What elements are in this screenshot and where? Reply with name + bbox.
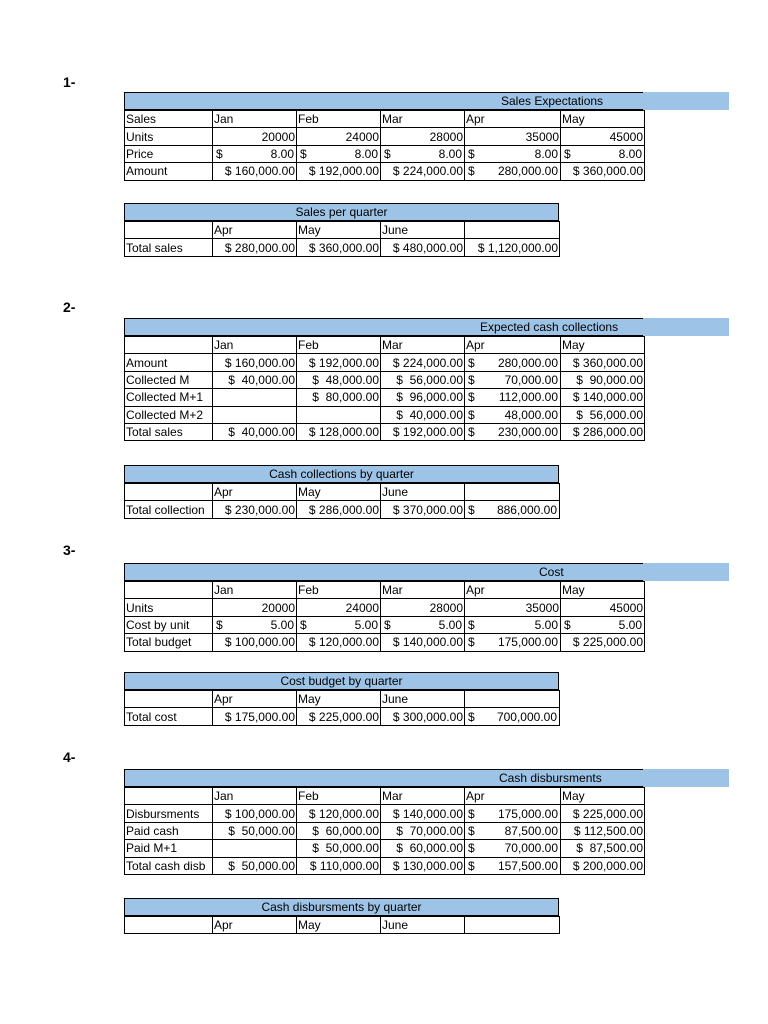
quarter-column-header: Apr xyxy=(213,917,297,934)
cell-value: 280,000.00 xyxy=(497,164,558,179)
table-row xyxy=(125,354,645,371)
table-cell: $ 70,000.00 xyxy=(381,822,465,839)
quarter-column-header: Apr xyxy=(213,691,297,708)
cash-collections-quarter-header xyxy=(124,465,559,483)
table-cell: $ 224,000.00 xyxy=(381,354,465,371)
cell-value: 157,500.00 xyxy=(497,858,558,873)
expected-cash-collections-table xyxy=(124,336,645,441)
table-cell: $ 50,000.00 xyxy=(297,840,381,857)
corner-cell xyxy=(125,917,213,934)
cell-value: 48,000.00 xyxy=(504,407,558,422)
cell-value: 700,000.00 xyxy=(496,709,557,724)
cost-header xyxy=(124,563,644,581)
cell-value: 8.00 xyxy=(354,146,378,161)
section-2-label: 2- xyxy=(63,299,76,315)
cell-value: 280,000.00 xyxy=(497,355,558,370)
table-cell: $ 40,000.00 xyxy=(381,406,465,423)
currency-symbol: $ xyxy=(468,146,475,161)
currency-symbol: $ xyxy=(300,617,307,632)
column-header: Mar xyxy=(381,582,465,599)
table-cell: $ 360,000.00 xyxy=(561,163,645,180)
currency-symbol: $ xyxy=(564,146,571,161)
table-row xyxy=(125,822,645,839)
sales-per-quarter-block xyxy=(124,203,560,257)
table-cell: $ 56,000.00 xyxy=(561,406,645,423)
table-cell xyxy=(213,389,297,406)
table-cell xyxy=(381,145,465,162)
currency-symbol: $ xyxy=(384,146,391,161)
table-cell xyxy=(465,805,561,822)
table-cell: $ 225,000.00 xyxy=(561,634,645,651)
table-row xyxy=(125,805,645,822)
table-cell: $ 160,000.00 xyxy=(213,163,297,180)
table-cell xyxy=(561,145,645,162)
column-header: Feb xyxy=(297,337,381,354)
table-cell: $ 40,000.00 xyxy=(213,371,297,388)
header-overflow-fill xyxy=(643,769,729,787)
table-row xyxy=(125,840,645,857)
table-cell: $ 200,000.00 xyxy=(561,857,645,874)
table-cell: $ 110,000.00 xyxy=(297,857,381,874)
table-header-row xyxy=(125,788,645,805)
cell-value: 5.00 xyxy=(270,617,294,632)
table-row xyxy=(125,128,645,145)
table-row xyxy=(125,616,645,633)
cash-disbursments-quarter-block xyxy=(124,898,560,934)
column-header: Jan xyxy=(213,582,297,599)
table-cell: 35000 xyxy=(465,128,561,145)
table-cell: $ 50,000.00 xyxy=(213,822,297,839)
table-cell: 45000 xyxy=(561,599,645,616)
currency-symbol: $ xyxy=(468,709,475,724)
table-cell xyxy=(465,840,561,857)
quarter-cell: $ 360,000.00 xyxy=(297,239,381,256)
row-label: Disbursments xyxy=(125,805,213,822)
currency-symbol: $ xyxy=(468,372,475,387)
cost-table xyxy=(124,581,645,652)
row-label: Collected M+1 xyxy=(125,389,213,406)
column-header: Apr xyxy=(465,582,561,599)
quarter-column-header xyxy=(465,222,560,239)
quarter-column-header: May xyxy=(297,484,381,501)
row-label: Units xyxy=(125,599,213,616)
table-cell: 24000 xyxy=(297,128,381,145)
currency-symbol: $ xyxy=(468,425,475,440)
table-cell: $ 60,000.00 xyxy=(297,822,381,839)
cell-value: 70,000.00 xyxy=(504,841,558,856)
table-row xyxy=(125,857,645,874)
table-cell xyxy=(465,406,561,423)
row-label: Amount xyxy=(125,354,213,371)
table-row xyxy=(125,371,645,388)
cash-disbursments-quarter-header xyxy=(124,898,559,916)
table-row xyxy=(125,145,645,162)
quarter-header-row xyxy=(125,484,560,501)
sales-expectations-table xyxy=(124,110,645,181)
quarter-cell: $ 286,000.00 xyxy=(297,501,381,518)
column-header: Mar xyxy=(381,111,465,128)
table-header-row xyxy=(125,111,645,128)
row-label: Total cost xyxy=(125,708,213,725)
row-label: Price xyxy=(125,145,213,162)
table-row xyxy=(125,163,645,180)
row-label: Paid cash xyxy=(125,822,213,839)
cell-value: 5.00 xyxy=(438,617,462,632)
corner-cell xyxy=(125,788,213,805)
row-label: Units xyxy=(125,128,213,145)
table-cell: $ 140,000.00 xyxy=(381,634,465,651)
quarter-header-row xyxy=(125,222,560,239)
cell-value: 5.00 xyxy=(534,617,558,632)
corner-cell xyxy=(125,691,213,708)
table-cell: $ 50,000.00 xyxy=(213,857,297,874)
row-label: Cost by unit xyxy=(125,616,213,633)
currency-symbol: $ xyxy=(300,146,307,161)
cell-value: 87,500.00 xyxy=(504,823,558,838)
quarter-cell: $ 370,000.00 xyxy=(381,501,465,518)
row-label: Total sales xyxy=(125,423,213,440)
column-header: Apr xyxy=(465,111,561,128)
quarter-column-header: June xyxy=(381,484,465,501)
cash-disbursments-title: Cash disbursments xyxy=(499,771,602,785)
column-header: Apr xyxy=(465,337,561,354)
expected-cash-collections-header xyxy=(124,318,644,336)
cash-collections-quarter-title: Cash collections by quarter xyxy=(269,467,414,481)
column-header: Feb xyxy=(297,582,381,599)
currency-symbol: $ xyxy=(564,617,571,632)
quarter-total-row xyxy=(125,501,560,518)
table-cell: 20000 xyxy=(213,128,297,145)
table-cell: 28000 xyxy=(381,128,465,145)
quarter-column-header: May xyxy=(297,222,381,239)
corner-cell xyxy=(125,582,213,599)
quarter-cell: $ 230,000.00 xyxy=(213,501,297,518)
table-cell: $ 120,000.00 xyxy=(297,805,381,822)
table-cell: $ 40,000.00 xyxy=(213,423,297,440)
cell-value: 8.00 xyxy=(270,146,294,161)
sales-per-quarter-title: Sales per quarter xyxy=(295,205,388,219)
table-cell: 35000 xyxy=(465,599,561,616)
table-cell: $ 100,000.00 xyxy=(213,634,297,651)
quarter-column-header: May xyxy=(297,917,381,934)
cost-quarter-block xyxy=(124,672,560,726)
table-cell: $ 286,000.00 xyxy=(561,423,645,440)
column-header: Jan xyxy=(213,337,297,354)
table-cell xyxy=(297,145,381,162)
row-label: Total budget xyxy=(125,634,213,651)
row-label: Amount xyxy=(125,163,213,180)
table-cell: $ 120,000.00 xyxy=(297,634,381,651)
quarter-column-header: Apr xyxy=(213,222,297,239)
table-cell: 45000 xyxy=(561,128,645,145)
currency-symbol: $ xyxy=(216,617,223,632)
table-cell: $ 56,000.00 xyxy=(381,371,465,388)
cost-block xyxy=(124,563,645,652)
table-cell xyxy=(465,423,561,440)
table-cell: $ 100,000.00 xyxy=(213,805,297,822)
currency-symbol: $ xyxy=(216,146,223,161)
table-cell: $ 90,000.00 xyxy=(561,371,645,388)
cash-collections-quarter-block xyxy=(124,465,560,519)
cell-value: 8.00 xyxy=(438,146,462,161)
currency-symbol: $ xyxy=(468,617,475,632)
cash-disbursments-header xyxy=(124,769,644,787)
cost-quarter-table xyxy=(124,690,560,726)
column-header: Mar xyxy=(381,337,465,354)
quarter-column-header xyxy=(465,917,560,934)
currency-symbol: $ xyxy=(468,841,475,856)
table-cell: $ 140,000.00 xyxy=(381,805,465,822)
table-cell: $ 192,000.00 xyxy=(381,423,465,440)
cell-value: 230,000.00 xyxy=(497,425,558,440)
cash-disbursments-block xyxy=(124,769,645,875)
sales-per-quarter-header xyxy=(124,203,559,221)
table-cell xyxy=(465,389,561,406)
table-cell xyxy=(465,163,561,180)
currency-symbol: $ xyxy=(468,502,475,517)
quarter-column-header xyxy=(465,691,560,708)
section-3-label: 3- xyxy=(63,542,76,558)
quarter-cell: $ 175,000.00 xyxy=(213,708,297,725)
table-row xyxy=(125,634,645,651)
cell-value: 175,000.00 xyxy=(497,806,558,821)
cash-disbursments-quarter-table xyxy=(124,916,560,934)
expected-cash-collections-title: Expected cash collections xyxy=(480,320,619,334)
row-label: Total cash disb xyxy=(125,857,213,874)
table-cell: $ 87,500.00 xyxy=(561,840,645,857)
currency-symbol: $ xyxy=(468,355,475,370)
currency-symbol: $ xyxy=(468,858,475,873)
cash-disbursments-table xyxy=(124,787,645,875)
table-cell: $ 80,000.00 xyxy=(297,389,381,406)
cell-value: 70,000.00 xyxy=(504,372,558,387)
row-label: Collected M xyxy=(125,371,213,388)
table-cell: $ 225,000.00 xyxy=(561,805,645,822)
quarter-total-row xyxy=(125,708,560,725)
table-cell xyxy=(561,616,645,633)
table-row xyxy=(125,389,645,406)
row-label: Paid M+1 xyxy=(125,840,213,857)
table-header-row xyxy=(125,582,645,599)
table-cell: $ 192,000.00 xyxy=(297,163,381,180)
table-row xyxy=(125,423,645,440)
quarter-cell: $ 280,000.00 xyxy=(213,239,297,256)
table-cell xyxy=(465,371,561,388)
quarter-cell: $ 480,000.00 xyxy=(381,239,465,256)
quarter-column-header: June xyxy=(381,917,465,934)
quarter-column-header xyxy=(465,484,560,501)
table-cell: 24000 xyxy=(297,599,381,616)
quarter-header-row xyxy=(125,917,560,934)
quarter-column-header: June xyxy=(381,222,465,239)
sales-per-quarter-table xyxy=(124,221,560,257)
table-cell: $ 60,000.00 xyxy=(381,840,465,857)
table-cell xyxy=(297,616,381,633)
currency-symbol: $ xyxy=(468,164,475,179)
table-cell: $ 360,000.00 xyxy=(561,354,645,371)
corner-cell: Sales xyxy=(125,111,213,128)
quarter-total-row xyxy=(125,239,560,256)
sales-expectations-header xyxy=(124,92,644,110)
corner-cell xyxy=(125,222,213,239)
table-cell: $ 130,000.00 xyxy=(381,857,465,874)
table-cell xyxy=(213,840,297,857)
table-cell: $ 140,000.00 xyxy=(561,389,645,406)
currency-symbol: $ xyxy=(468,806,475,821)
column-header: Mar xyxy=(381,788,465,805)
cell-value: 175,000.00 xyxy=(497,635,558,650)
cash-collections-quarter-table xyxy=(124,483,560,519)
table-cell xyxy=(465,822,561,839)
column-header: Apr xyxy=(465,788,561,805)
table-cell xyxy=(213,616,297,633)
expected-cash-collections-block xyxy=(124,318,645,441)
table-cell: 20000 xyxy=(213,599,297,616)
cell-value: 112,000.00 xyxy=(498,390,558,405)
column-header: May xyxy=(561,582,645,599)
table-cell: $ 128,000.00 xyxy=(297,423,381,440)
currency-symbol: $ xyxy=(468,635,475,650)
table-cell xyxy=(213,406,297,423)
corner-cell xyxy=(125,484,213,501)
column-header: Feb xyxy=(297,111,381,128)
cost-title: Cost xyxy=(539,565,564,579)
sales-expectations-title: Sales Expectations xyxy=(501,94,604,108)
table-cell: $ 96,000.00 xyxy=(381,389,465,406)
table-cell: $ 112,500.00 xyxy=(561,822,645,839)
table-cell: $ 224,000.00 xyxy=(381,163,465,180)
section-4-label: 4- xyxy=(63,749,76,765)
sales-expectations-block xyxy=(124,92,645,181)
table-cell: 28000 xyxy=(381,599,465,616)
currency-symbol: $ xyxy=(384,617,391,632)
cell-value: 8.00 xyxy=(534,146,558,161)
table-cell: $ 160,000.00 xyxy=(213,354,297,371)
section-1-label: 1- xyxy=(63,74,76,90)
cost-quarter-title: Cost budget by quarter xyxy=(280,674,403,688)
table-cell xyxy=(465,857,561,874)
column-header: May xyxy=(561,337,645,354)
quarter-cell: $ 300,000.00 xyxy=(381,708,465,725)
cell-value: 886,000.00 xyxy=(496,502,557,517)
cell-value: 8.00 xyxy=(618,146,642,161)
column-header: May xyxy=(561,111,645,128)
table-row xyxy=(125,599,645,616)
header-overflow-fill xyxy=(643,563,729,581)
corner-cell xyxy=(125,337,213,354)
table-cell xyxy=(381,616,465,633)
quarter-cell: $ 225,000.00 xyxy=(297,708,381,725)
quarter-cell xyxy=(465,708,560,725)
cash-disbursments-quarter-title: Cash disbursments by quarter xyxy=(261,900,422,914)
cell-value: 5.00 xyxy=(354,617,378,632)
header-overflow-fill xyxy=(643,92,729,110)
column-header: May xyxy=(561,788,645,805)
table-cell: $ 48,000.00 xyxy=(297,371,381,388)
cell-value: 5.00 xyxy=(618,617,642,632)
column-header: Jan xyxy=(213,111,297,128)
table-cell xyxy=(465,354,561,371)
quarter-column-header: June xyxy=(381,691,465,708)
cost-quarter-header xyxy=(124,672,559,690)
column-header: Jan xyxy=(213,788,297,805)
quarter-column-header: May xyxy=(297,691,381,708)
currency-symbol: $ xyxy=(468,823,475,838)
row-label: Collected M+2 xyxy=(125,406,213,423)
table-cell xyxy=(297,406,381,423)
row-label: Total sales xyxy=(125,239,213,256)
quarter-cell xyxy=(465,501,560,518)
currency-symbol: $ xyxy=(468,390,475,405)
table-row xyxy=(125,406,645,423)
header-overflow-fill xyxy=(643,318,729,336)
quarter-cell: $ 1,120,000.00 xyxy=(465,239,560,256)
quarter-column-header: Apr xyxy=(213,484,297,501)
row-label: Total collection xyxy=(125,501,213,518)
column-header: Feb xyxy=(297,788,381,805)
currency-symbol: $ xyxy=(468,407,475,422)
table-cell xyxy=(465,145,561,162)
table-cell xyxy=(465,634,561,651)
table-cell: $ 192,000.00 xyxy=(297,354,381,371)
table-header-row xyxy=(125,337,645,354)
quarter-header-row xyxy=(125,691,560,708)
table-cell xyxy=(213,145,297,162)
table-cell xyxy=(465,616,561,633)
